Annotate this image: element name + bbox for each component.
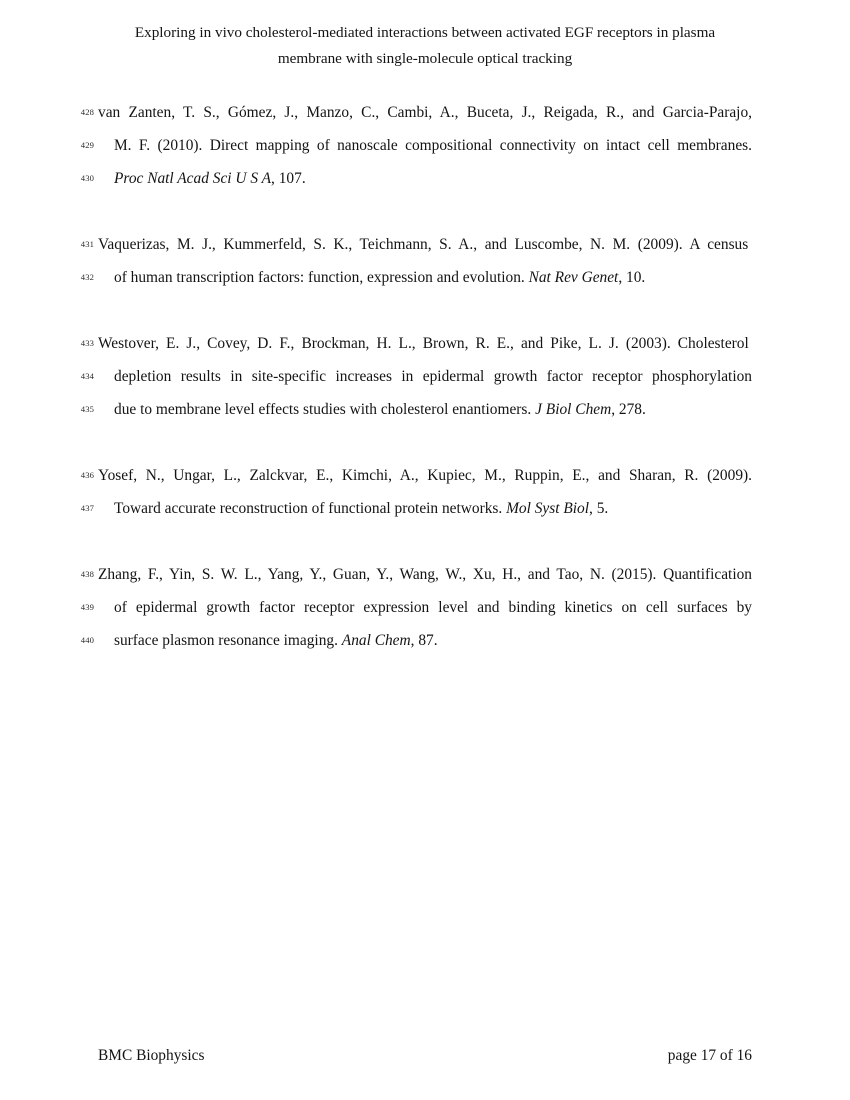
reference-entry — [0, 558, 850, 657]
reference-entry — [0, 228, 850, 294]
reference-volume: , 278. — [611, 401, 646, 418]
journal-title: Mol Syst Biol — [506, 500, 590, 517]
reference-line — [0, 129, 850, 162]
reference-text — [98, 459, 752, 492]
footer-page-number: page 17 of 16 — [667, 1047, 752, 1064]
reference-line — [0, 393, 850, 426]
line-number: 430 — [80, 173, 94, 183]
reference-line — [0, 492, 850, 525]
reference-text — [98, 327, 752, 360]
line-number: 429 — [80, 140, 94, 150]
reference-line — [0, 96, 850, 129]
reference-text — [114, 162, 752, 195]
reference-text-plain: depletion results in site-specific increases in epidermal growth factor receptor phosphorylation — [114, 368, 752, 385]
reference-volume: , 107. — [271, 170, 306, 187]
line-number: 436 — [80, 470, 94, 480]
reference-line — [0, 327, 850, 360]
reference-text — [98, 558, 752, 591]
reference-line — [0, 624, 850, 657]
reference-text-plain: van Zanten, T. S., Gómez, J., Manzo, C., Cambi, A., Buceta, J., Reigada, R., and Garcia-Parajo, — [98, 104, 752, 121]
reference-text — [114, 393, 752, 426]
journal-title: Proc Natl Acad Sci U S A — [114, 170, 272, 187]
reference-list — [0, 96, 850, 657]
reference-text-plain: Toward accurate reconstruction of functional protein networks. — [114, 500, 507, 517]
reference-text-plain: due to membrane level effects studies with cholesterol enantiomers. — [114, 401, 536, 418]
reference-text-plain: Zhang, F., Yin, S. W. L., Yang, Y., Guan, Y., Wang, W., Xu, H., and Tao, N. (2015). Quantification — [98, 566, 752, 583]
reference-text — [114, 492, 752, 525]
running-head — [98, 20, 752, 72]
reference-text-plain: Westover, E. J., Covey, D. F., Brockman, H. L., Brown, R. E., and Pike, L. J. (2003). Cholesterol — [98, 335, 749, 352]
line-number: 435 — [80, 404, 94, 414]
journal-title: Nat Rev Genet — [528, 269, 619, 286]
reference-line — [0, 591, 850, 624]
running-head-line-1: Exploring in vivo cholesterol-mediated interactions between activated EGF receptors in plasma — [134, 24, 716, 41]
line-number: 440 — [80, 635, 94, 645]
reference-text — [114, 360, 752, 393]
reference-entry — [0, 327, 850, 426]
reference-text-plain: of epidermal growth factor receptor expression level and binding kinetics on cell surfaces by — [114, 599, 752, 616]
reference-volume: , 5. — [589, 500, 609, 517]
line-number: 437 — [80, 503, 94, 513]
line-number: 431 — [80, 239, 94, 249]
reference-text-plain: M. F. (2010). Direct mapping of nanoscale compositional connectivity on intact cell membranes. — [114, 137, 752, 154]
reference-line — [0, 558, 850, 591]
reference-line — [0, 459, 850, 492]
reference-entry — [0, 96, 850, 195]
reference-text-plain: Yosef, N., Ungar, L., Zalckvar, E., Kimchi, A., Kupiec, M., Ruppin, E., and Sharan, R. (2009). — [98, 467, 752, 484]
line-number: 434 — [80, 371, 94, 381]
reference-text — [114, 591, 752, 624]
line-number: 432 — [80, 272, 94, 282]
line-number: 439 — [80, 602, 94, 612]
reference-text-plain: of human transcription factors: function, expression and evolution. — [114, 269, 529, 286]
journal-title: J Biol Chem — [535, 401, 612, 418]
reference-text — [114, 129, 752, 162]
page-footer — [98, 1044, 752, 1068]
reference-volume: , 87. — [410, 632, 438, 649]
reference-text — [114, 624, 752, 657]
reference-line — [0, 228, 850, 261]
line-number: 438 — [80, 569, 94, 579]
running-head-line-2: membrane with single-molecule optical tracking — [277, 50, 573, 67]
footer-journal-name: BMC Biophysics — [98, 1047, 205, 1064]
reference-text — [114, 261, 752, 294]
line-number: 428 — [80, 107, 94, 117]
reference-text-plain: surface plasmon resonance imaging. — [114, 632, 342, 649]
reference-volume: , 10. — [618, 269, 646, 286]
reference-line — [0, 162, 850, 195]
reference-line — [0, 261, 850, 294]
line-number: 433 — [80, 338, 94, 348]
reference-text — [98, 96, 752, 129]
reference-text — [98, 228, 752, 261]
reference-line — [0, 360, 850, 393]
reference-entry — [0, 459, 850, 525]
reference-text-plain: Vaquerizas, M. J., Kummerfeld, S. K., Teichmann, S. A., and Luscombe, N. M. (2009). A census — [98, 236, 749, 253]
journal-title: Anal Chem — [341, 632, 411, 649]
